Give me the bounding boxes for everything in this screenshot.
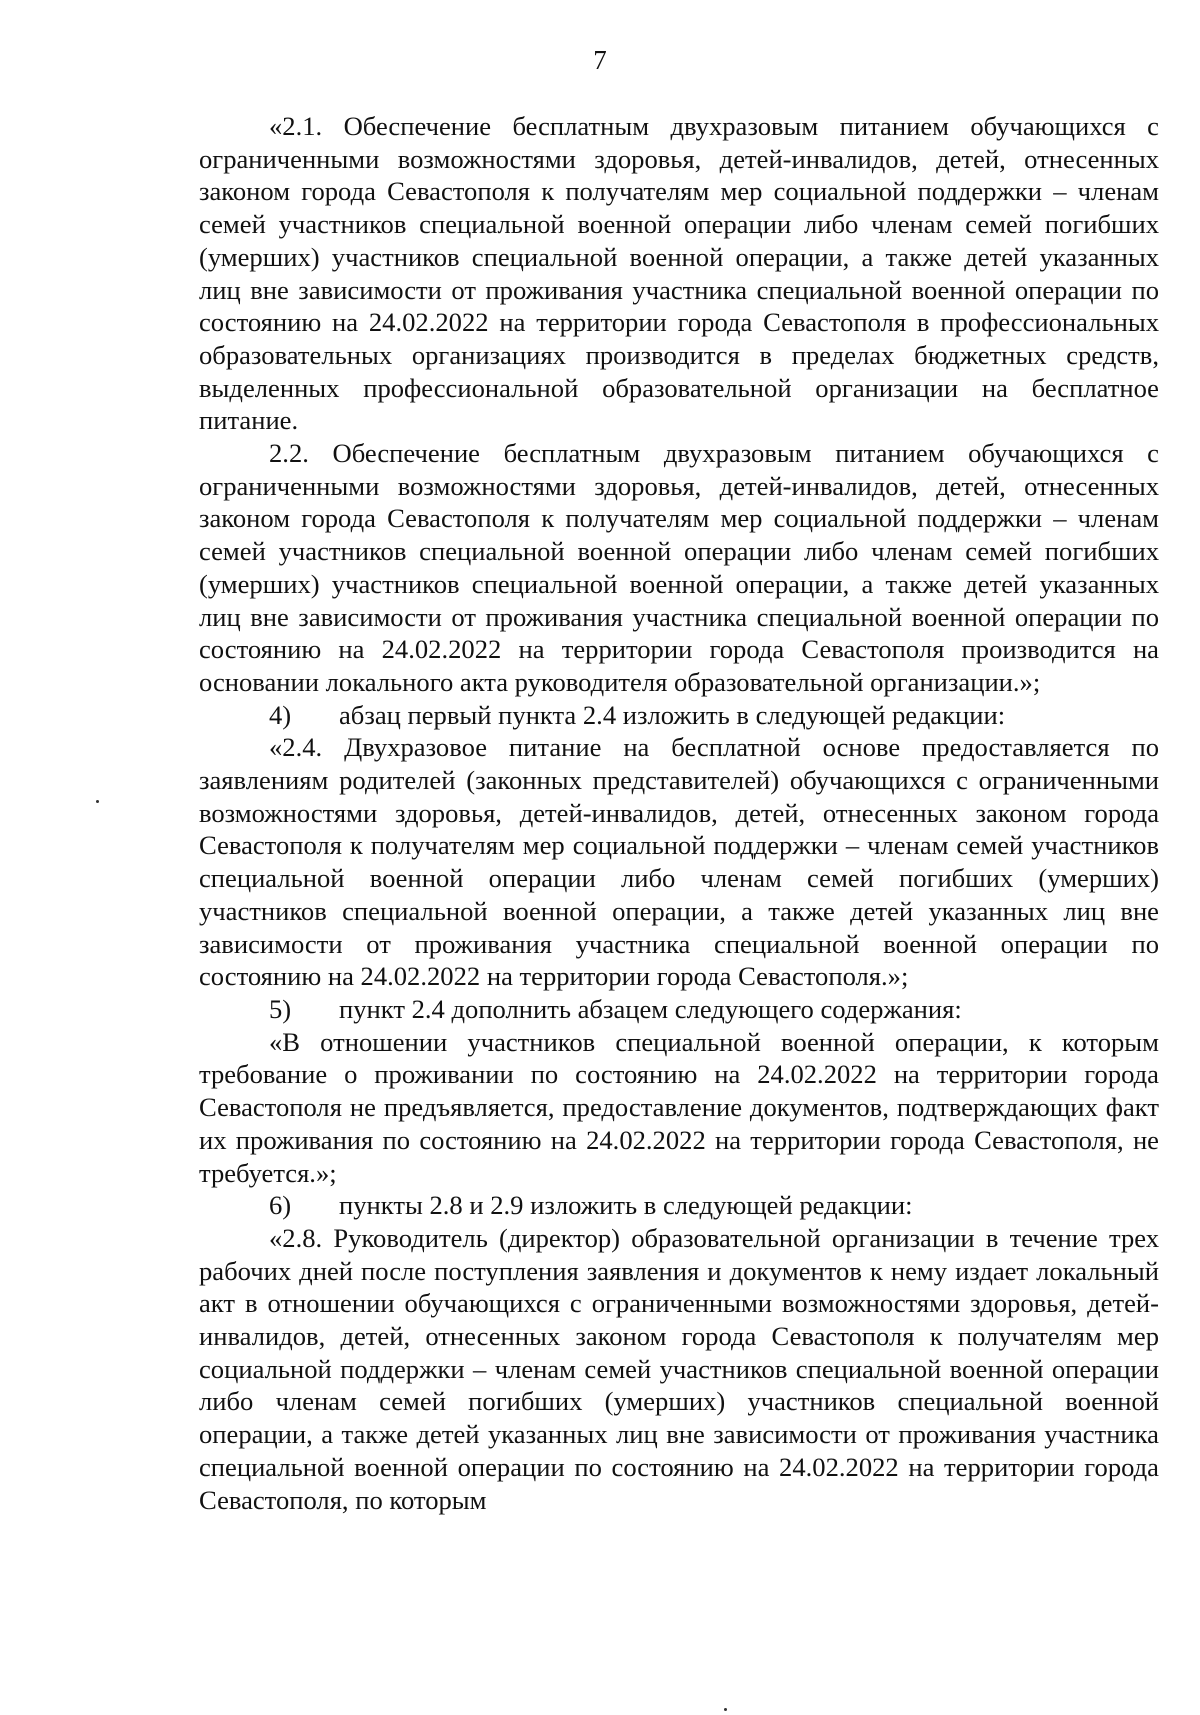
list-item-number: 5): [269, 993, 292, 1024]
list-item-5: [199, 993, 1159, 1026]
list-item-number: 4): [269, 699, 292, 730]
list-item-4: [199, 699, 1159, 732]
list-item-text: абзац первый пункта 2.4 изложить в следующей редакции:: [339, 699, 1006, 730]
paragraph-svo-participants: «В отношении участников специальной военной операции, к которым требование о проживании по состоянию на 24.02.2022 на территории города Севастополя не предъявляется, предоставление документов, подтверждающих факт их проживания по состоянию на 24.02.2022 на территории города Севастополя, не требуется.»;: [199, 1026, 1159, 1188]
paragraph-2-2: 2.2. Обеспечение бесплатным двухразовым питанием обучающихся с ограниченными возможностями здоровья, детей-инвалидов, детей, отнесенных законом города Севастополя к получателям мер социальной поддержки – членам семей участников специальной военной операции либо членам семей погибших (умерших) участников специальной военной операции, а также детей указанных лиц вне зависимости от проживания участника специальной военной операции по состоянию на 24.02.2022 на территории города Севастополя производится на основании локального акта руководителя образовательной организации.»;: [199, 438, 1159, 697]
page-number: 7: [593, 45, 607, 75]
paragraph-2-8: «2.8. Руководитель (директор) образовательной организации в течение трех рабочих дней после поступления заявления и документов к нему издает локальный акт в отношении обучающихся с ограниченными возможностями здоровья, детей-инвалидов, детей, отнесенных законом города Севастополя к получателям мер социальной поддержки – членам семей участников специальной военной операции либо членам семей погибших (умерших) участников специальной военной операции, а также детей указанных лиц вне зависимости от проживания участника специальной военной операции по состоянию на 24.02.2022 на территории города Севастополя, по которым: [199, 1222, 1159, 1515]
list-item-6: [199, 1189, 1159, 1222]
scan-artifact-dot: [724, 1708, 727, 1711]
paragraph-2-4: «2.4. Двухразовое питание на бесплатной основе предоставляется по заявлениям родителей (законных представителей) обучающихся с ограниченными возможностями здоровья, детей-инвалидов, детей, отнесенных законом города Севастополя к получателям мер социальной поддержки – членам семей участников специальной военной операции либо членам семей погибших (умерших) участников специальной военной операции, а также детей указанных лиц вне зависимости от проживания участника специальной военной операции по состоянию на 24.02.2022 на территории города Севастополя.»;: [199, 732, 1159, 992]
list-item-text: пункты 2.8 и 2.9 изложить в следующей редакции:: [339, 1190, 913, 1221]
document-body: [199, 110, 1159, 1516]
list-item-text: пункт 2.4 дополнить абзацем следующего содержания:: [339, 993, 962, 1024]
paragraph-2-1: «2.1. Обеспечение бесплатным двухразовым питанием обучающихся с ограниченными возможностями здоровья, детей-инвалидов, детей, отнесенных законом города Севастополя к получателям мер социальной поддержки – членам семей участников специальной военной операции либо членам семей погибших (умерших) участников специальной военной операции, а также детей указанных лиц вне зависимости от проживания участника специальной военной операции по состоянию на 24.02.2022 на территории города Севастополя в профессиональных образовательных организациях производится в пределах бюджетных средств, выделенных профессиональной образовательной организации на бесплатное питание.: [199, 111, 1159, 436]
scan-artifact-dot: [96, 800, 99, 803]
list-item-number: 6): [269, 1190, 292, 1221]
